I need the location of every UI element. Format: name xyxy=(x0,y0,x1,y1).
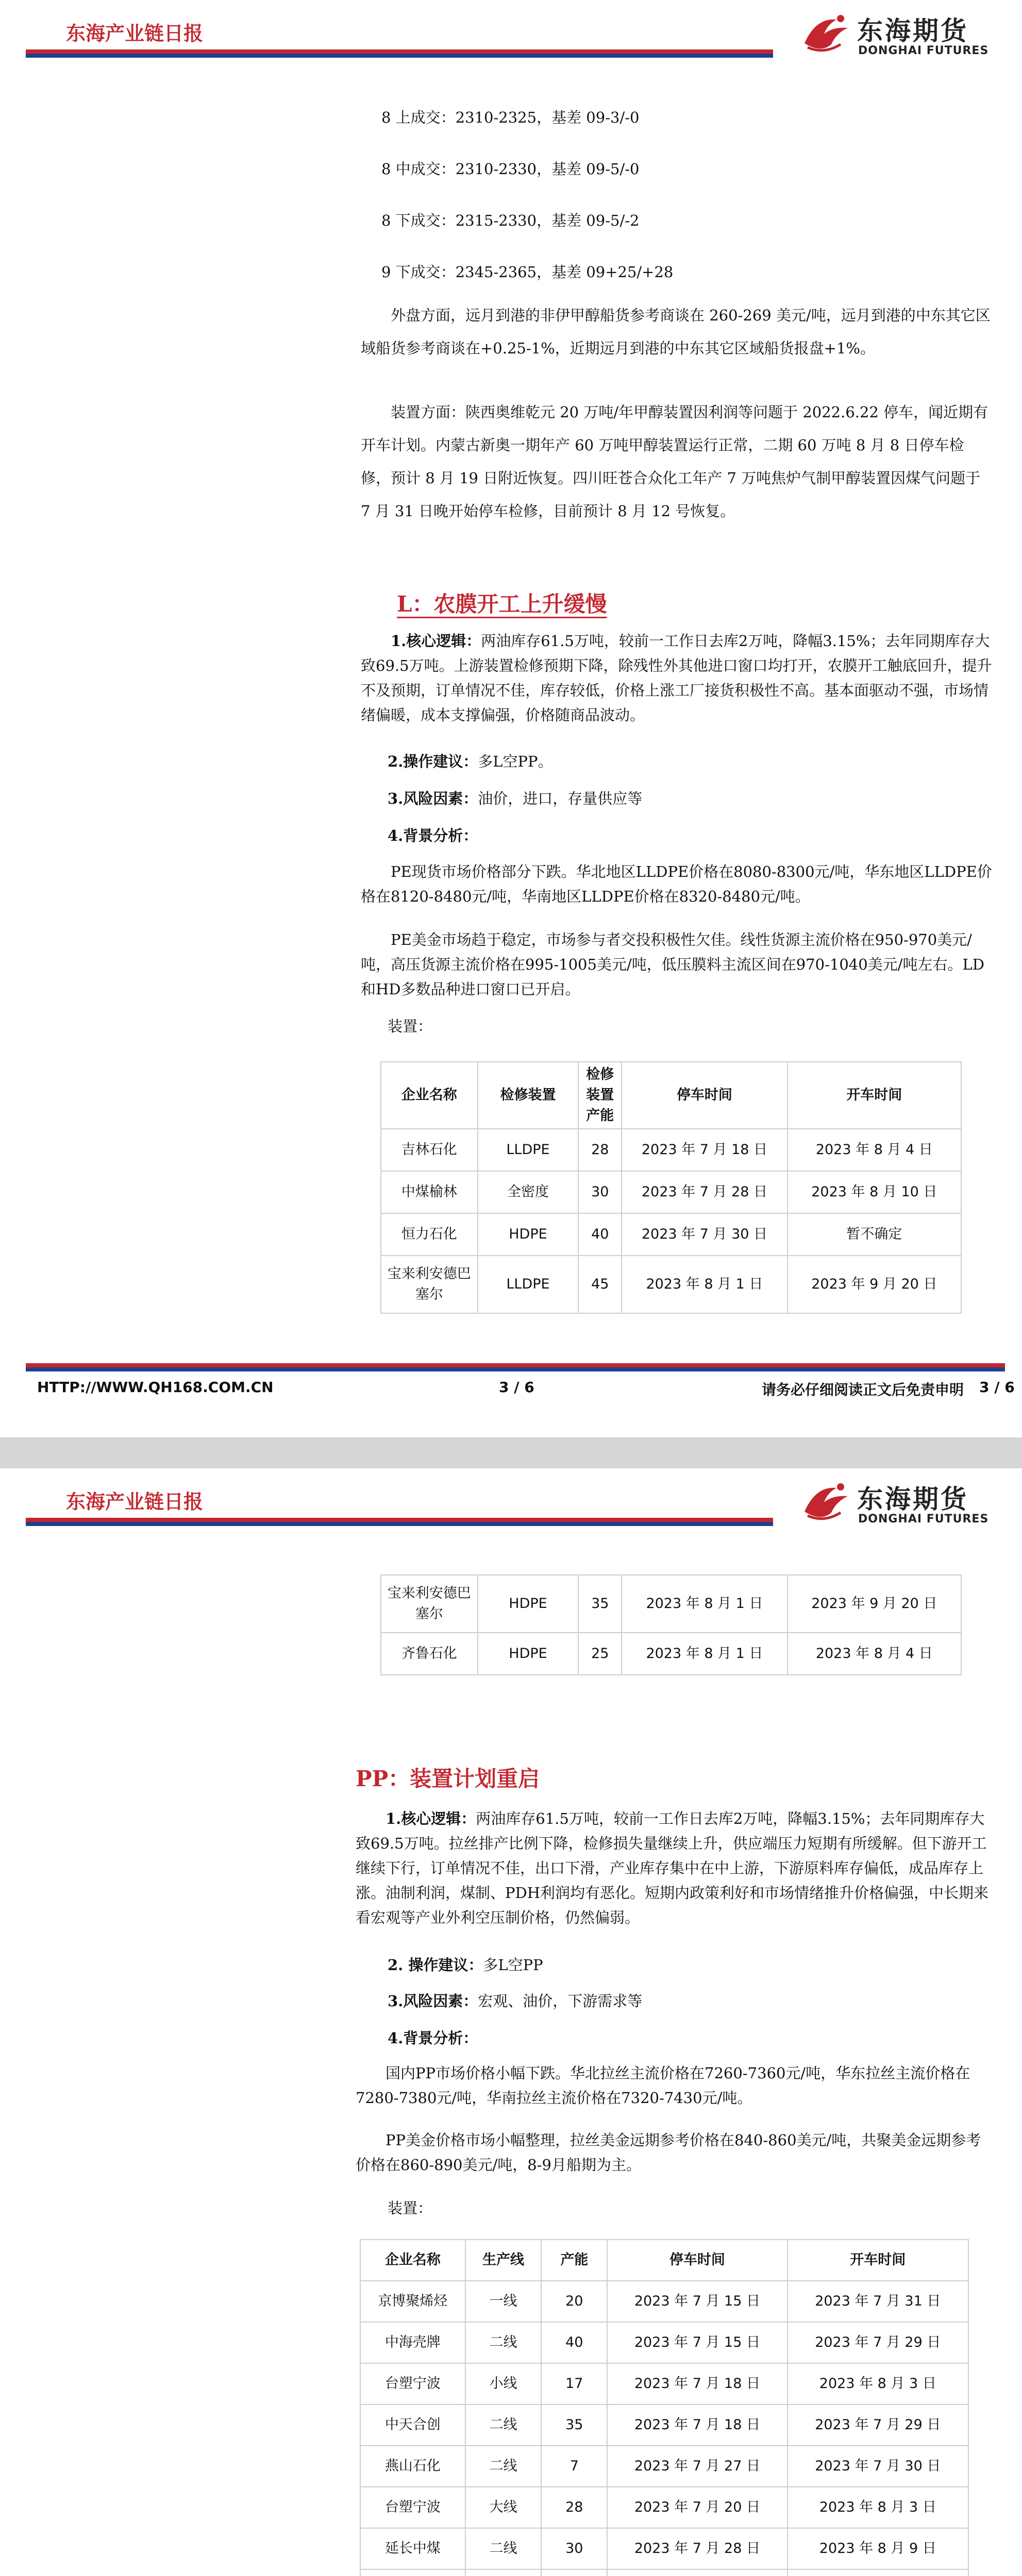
table-cell: 吉林石化 xyxy=(381,1129,478,1171)
logo-emblem-icon xyxy=(800,7,854,59)
core-logic-label: 1.核心逻辑： xyxy=(386,1810,476,1827)
table-cell: 2023 年 8 月 1 日 xyxy=(622,1256,787,1313)
pp-maintenance-table xyxy=(360,2239,969,2576)
table-cell: 17 xyxy=(541,2363,607,2404)
company-logo xyxy=(800,7,1007,64)
table-cell: 2023 年 8 月 1 日 xyxy=(622,1633,787,1675)
table-header-cell: 检修装置产能 xyxy=(578,1062,622,1129)
footer-page-number: 3 / 6 xyxy=(499,1379,534,1396)
table-cell: 二线 xyxy=(465,2322,542,2363)
table-cell: LLDPE xyxy=(478,1129,579,1171)
table-row xyxy=(360,2322,968,2363)
table-header-row xyxy=(381,1062,961,1129)
table-cell xyxy=(541,2569,607,2576)
table-cell: 全密度 xyxy=(478,1171,579,1213)
table-cell: 40 xyxy=(541,2322,607,2363)
section-title-pp: PP：装置计划重启 xyxy=(356,1766,540,1791)
table-cell: 齐鲁石化 xyxy=(381,1633,478,1675)
table-cell: 一线 xyxy=(465,2281,542,2322)
header-rule-red xyxy=(26,49,773,54)
table-cell: 2023 年 8 月 1 日 xyxy=(622,1575,787,1633)
logo-text-en: DONGHAI FUTURES xyxy=(858,44,989,57)
basis-line: 8 上成交：2310-2325，基差 09-3/-0 xyxy=(381,109,640,126)
table-cell: 2023 年 7 月 15 日 xyxy=(607,2281,787,2322)
basis-line: 9 下成交：2345-2365，基差 09+25/+28 xyxy=(381,263,674,281)
table-row xyxy=(360,2569,968,2576)
header-rule-red xyxy=(26,1518,773,1522)
table-cell: 二线 xyxy=(465,2446,542,2487)
table-header-cell: 产能 xyxy=(541,2240,607,2281)
table-cell: 2023 年 7 月 28 日 xyxy=(622,1171,787,1213)
table-cell: 2023 年 8 月 3 日 xyxy=(788,2363,968,2404)
table-cell: HDPE xyxy=(478,1633,579,1675)
table-cell: 2023 年 7 月 18 日 xyxy=(607,2363,787,2404)
table-row xyxy=(381,1171,961,1213)
table-row xyxy=(360,2446,968,2487)
table-cell: 28 xyxy=(578,1129,622,1171)
table-cell: 30 xyxy=(578,1171,622,1213)
table-cell: 2023 年 7 月 18 日 xyxy=(622,1129,787,1171)
risk-text: 宏观、油价，下游需求等 xyxy=(478,1992,643,2010)
logo-text-cn: 东海期货 xyxy=(857,15,968,46)
table-cell: 延长中煤 xyxy=(360,2528,465,2569)
table-row xyxy=(360,2363,968,2404)
table-cell: 2023 年 7 月 27 日 xyxy=(607,2446,787,2487)
background-paragraph-2: PE美金市场趋于稳定，市场参与者交投积极性欠佳。线性货源主流价格在950-970美元/吨，高压货源主流价格在995-1005美元/吨，低压膜料主流区间在970-1040美元/吨左右。LD和HD多数品种进口窗口已开启。 xyxy=(361,931,984,998)
company-logo xyxy=(800,1476,1007,1532)
table-cell xyxy=(360,2569,465,2576)
header-rule-blue xyxy=(26,1522,773,1526)
pe-maintenance-table-continued xyxy=(380,1574,962,1675)
table-cell: 京博聚烯烃 xyxy=(360,2281,465,2322)
table-cell: LLDPE xyxy=(478,1256,579,1313)
table-cell: 30 xyxy=(541,2528,607,2569)
table-cell xyxy=(465,2569,542,2576)
risk-text: 油价，进口，存量供应等 xyxy=(478,790,643,807)
table-cell: 2023 年 8 月 3 日 xyxy=(788,2487,968,2528)
risk-line xyxy=(388,782,642,815)
background-paragraph-1: 国内PP市场价格小幅下跌。华北拉丝主流价格在7260-7360元/吨，华东拉丝主流价格在7280-7380元/吨，华南拉丝主流价格在7320-7430元/吨。 xyxy=(356,2064,970,2107)
table-cell: 28 xyxy=(541,2487,607,2528)
table-cell: 2023 年 7 月 28 日 xyxy=(607,2528,787,2569)
table-cell: 35 xyxy=(578,1575,622,1633)
table-cell: 25 xyxy=(578,1633,622,1675)
logo-emblem-icon xyxy=(800,1476,854,1527)
table-cell xyxy=(788,2569,968,2576)
basis-line: 8 下成交：2315-2330，基差 09-5/-2 xyxy=(381,212,640,229)
footer-disclaimer: 请务必仔细阅读正文后免责申明 xyxy=(762,1381,964,1398)
table-cell: 宝来利安德巴塞尔 xyxy=(381,1575,478,1633)
report-header-title: 东海产业链日报 xyxy=(66,1490,204,1513)
table-cell: 2023 年 7 月 20 日 xyxy=(607,2487,787,2528)
header-rule-blue xyxy=(26,54,773,58)
table-cell: 中天合创 xyxy=(360,2404,465,2446)
table-header-cell: 生产线 xyxy=(465,2240,542,2281)
table-cell: 大线 xyxy=(465,2487,542,2528)
table-row xyxy=(360,2281,968,2322)
plant-label: 装置： xyxy=(388,2199,433,2217)
advice-line xyxy=(388,1948,543,1981)
core-logic-text: 两油库存61.5万吨，较前一工作日去库2万吨，降幅3.15%；去年同期库存大致69.5万吨。拉丝排产比例下降，检修损失量继续上升，供应端压力短期有所缓解。但下游开工继续下行，订单情况不佳，出口下滑，产业库存集中在中上游，下游原料库存偏低，成品库存上涨。油制利润，煤制、PDH利润均有恶化。短期内政策利好和市场情绪推升价格偏强，中长期来看宏观等产业外利空压制价格，仍然偏弱。 xyxy=(356,1810,989,1926)
background-label: 4.背景分析： xyxy=(388,2029,478,2047)
table-cell: 二线 xyxy=(465,2404,542,2446)
table-cell: 2023 年 7 月 31 日 xyxy=(788,2281,968,2322)
background-paragraph-1: PE现货市场价格部分下跌。华北地区LLDPE价格在8080-8300元/吨，华东地区LLDPE价格在8120-8480元/吨，华南地区LLDPE价格在8320-8480元/吨。 xyxy=(361,863,992,905)
report-page-4 xyxy=(0,1468,1022,2576)
table-row xyxy=(381,1575,961,1633)
table-cell: 燕山石化 xyxy=(360,2446,465,2487)
table-cell: 二线 xyxy=(465,2528,542,2569)
table-row xyxy=(360,2528,968,2569)
advice-label: 2. 操作建议： xyxy=(388,1956,483,1974)
table-cell: 宝来利安德巴塞尔 xyxy=(381,1256,478,1313)
overseas-paragraph: 外盘方面，远月到港的非伊甲醇船货参考商谈在 260-269 美元/吨，远月到港的中东其它区域船货参考商谈在+0.25-1%，近期远月到港的中东其它区域船货报盘+1%。 xyxy=(361,307,991,357)
table-cell: 45 xyxy=(578,1256,622,1313)
table-row xyxy=(360,2487,968,2528)
table-cell: 2023 年 9 月 20 日 xyxy=(788,1256,961,1313)
table-cell: 20 xyxy=(541,2281,607,2322)
table-cell: 小线 xyxy=(465,2363,542,2404)
table-cell: 2023 年 7 月 15 日 xyxy=(607,2322,787,2363)
table-header-cell: 企业名称 xyxy=(360,2240,465,2281)
table-row xyxy=(360,2404,968,2446)
table-row xyxy=(381,1633,961,1675)
table-cell: HDPE xyxy=(478,1213,579,1256)
table-header-cell: 企业名称 xyxy=(381,1062,478,1129)
table-cell xyxy=(607,2569,787,2576)
plant-paragraph: 装置方面：陕西奥维乾元 20 万吨/年甲醇装置因利润等问题于 2022.6.22 停车，闻近期有开车计划。内蒙古新奥一期年产 60 万吨甲醇装置运行正常，二期 60 万吨 8 月 8 日停车检修，预计 8 月 19 日附近恢复。四川旺苍合众化工年产 7 万吨焦炉气制甲醇装置因煤气问题于 7 月 31 日晚开始停车检修，目前预计 8 月 12 号恢复。 xyxy=(361,403,989,520)
background-paragraph-2: PP美金价格市场小幅整理，拉丝美金远期参考价格在840-860美元/吨，共聚美金远期参考价格在860-890美元/吨，8-9月船期为主。 xyxy=(356,2131,981,2174)
table-row xyxy=(381,1129,961,1171)
footer-rule-red xyxy=(26,1363,1005,1367)
table-row xyxy=(381,1256,961,1313)
risk-line xyxy=(388,1985,642,2018)
table-cell: 2023 年 7 月 30 日 xyxy=(622,1213,787,1256)
pe-maintenance-table xyxy=(380,1061,962,1314)
core-logic-text: 两油库存61.5万吨，较前一工作日去库2万吨，降幅3.15%；去年同期库存大致69.5万吨。上游装置检修预期下降，除残性外其他进口窗口均打开，农膜开工触底回升，提升不及预期，订单情况不佳，库存较低，价格上涨工厂接货积极性不高。基本面驱动不强，市场情绪偏暖，成本支撑偏强，价格随商品波动。 xyxy=(361,632,992,724)
report-header-title: 东海产业链日报 xyxy=(66,22,204,45)
advice-line xyxy=(388,745,553,778)
advice-label: 2.操作建议： xyxy=(388,753,478,770)
table-cell: 台塑宁波 xyxy=(360,2487,465,2528)
table-row xyxy=(381,1213,961,1256)
basis-line: 8 中成交：2310-2330，基差 09-5/-0 xyxy=(381,160,640,178)
table-cell: 2023 年 7 月 30 日 xyxy=(788,2446,968,2487)
table-cell: 40 xyxy=(578,1213,622,1256)
table-cell: 2023 年 8 月 9 日 xyxy=(788,2528,968,2569)
section-title-l: L：农膜开工上升缓慢 xyxy=(397,591,607,617)
table-header-cell: 开车时间 xyxy=(788,2240,968,2281)
table-cell: 中煤榆林 xyxy=(381,1171,478,1213)
advice-text: 多L空PP。 xyxy=(478,753,553,770)
table-cell: 暂不确定 xyxy=(788,1213,961,1256)
table-cell: 中海壳牌 xyxy=(360,2322,465,2363)
footer-rule-blue xyxy=(26,1367,1005,1371)
table-cell: 2023 年 8 月 10 日 xyxy=(788,1171,961,1213)
table-cell: 35 xyxy=(541,2404,607,2446)
table-cell: 2023 年 7 月 29 日 xyxy=(788,2322,968,2363)
table-cell: 恒力石化 xyxy=(381,1213,478,1256)
table-cell: 2023 年 7 月 18 日 xyxy=(607,2404,787,2446)
logo-text-en: DONGHAI FUTURES xyxy=(858,1513,989,1526)
background-label: 4.背景分析： xyxy=(388,827,478,844)
table-cell: 2023 年 9 月 20 日 xyxy=(788,1575,961,1633)
table-header-row xyxy=(360,2240,968,2281)
core-logic-paragraph xyxy=(356,1806,992,1930)
core-logic-label: 1.核心逻辑： xyxy=(391,632,481,650)
table-cell: 2023 年 8 月 4 日 xyxy=(788,1633,961,1675)
table-cell: 2023 年 7 月 29 日 xyxy=(788,2404,968,2446)
table-cell: 2023 年 8 月 4 日 xyxy=(788,1129,961,1171)
table-header-cell: 停车时间 xyxy=(622,1062,787,1129)
table-header-cell: 停车时间 xyxy=(607,2240,787,2281)
table-cell: 台塑宁波 xyxy=(360,2363,465,2404)
risk-label: 3.风险因素： xyxy=(388,1992,478,2010)
advice-text: 多L空PP xyxy=(483,1956,543,1974)
table-cell: 7 xyxy=(541,2446,607,2487)
footer-url: HTTP://WWW.QH168.COM.CN xyxy=(37,1379,274,1396)
core-logic-paragraph xyxy=(361,629,992,727)
table-header-cell: 开车时间 xyxy=(788,1062,961,1129)
logo-text-cn: 东海期货 xyxy=(857,1484,968,1514)
table-header-cell: 检修装置 xyxy=(478,1062,579,1129)
table-cell: HDPE xyxy=(478,1575,579,1633)
plant-label: 装置： xyxy=(388,1018,433,1035)
risk-label: 3.风险因素： xyxy=(388,790,478,807)
footer-page-number-right: 3 / 6 xyxy=(979,1379,1015,1396)
